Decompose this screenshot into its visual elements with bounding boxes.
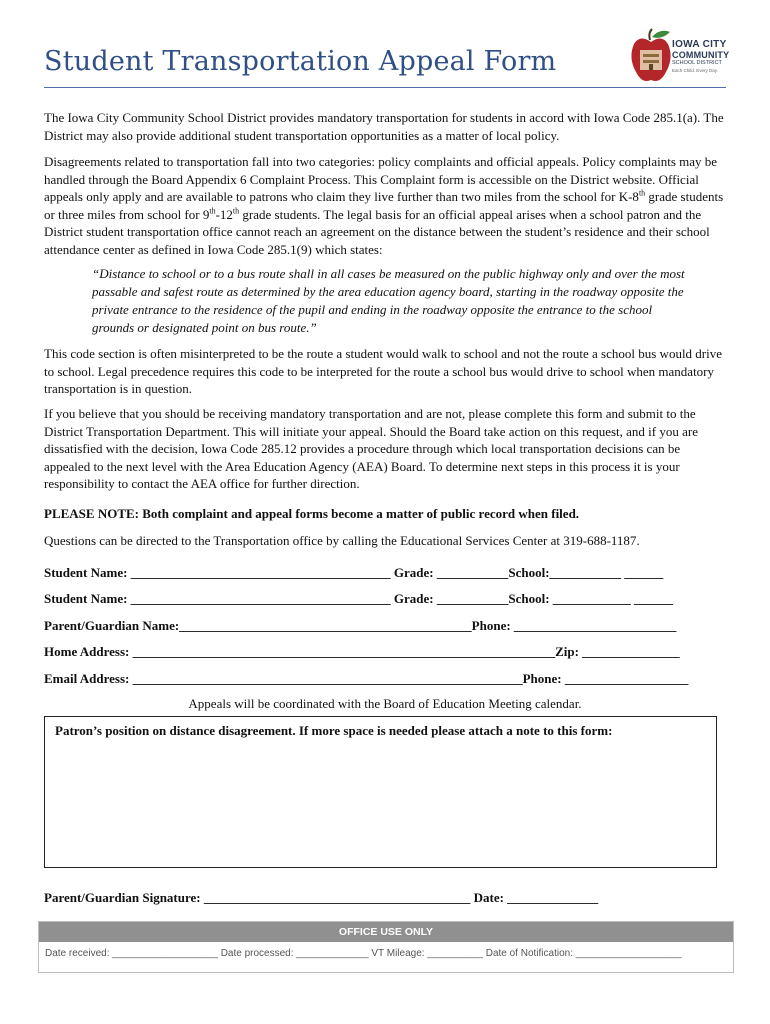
page-title: Student Transportation Appeal Form xyxy=(44,46,557,77)
position-textarea[interactable] xyxy=(44,716,717,868)
contact-info: Questions can be directed to the Transportation office by calling the Educational Services Center at 319-688-1187. xyxy=(44,533,640,548)
categories-text-a: Disagreements related to transportation fall into two categories: policy complaints and official appeals. Policy complaints may be handled through the Board Appendix 6 Complaint Process. This Complaint form is accessible on the District website. Official appeals only apply and are available to patrons who claim they live further than two miles from the school for K-8 xyxy=(44,154,718,205)
title-divider xyxy=(44,87,726,88)
email-address-field[interactable]: Email Address: ____________________________________________________________Phone: ___________________ xyxy=(44,671,689,686)
student-name-field-1[interactable]: Student Name: ________________________________________ Grade: ___________School:___________ ______ xyxy=(44,565,664,580)
categories-text-d: grade students. The legal basis for an official appeal arises when a school patron and the District student transportation office cannot reach an agreement on the distance between the student’s residence and their school attendance center as defined in Iowa Code 285.1(9) which states: xyxy=(44,206,710,257)
student-name-field-2[interactable]: Student Name: ________________________________________ Grade: ___________School: ____________ ______ xyxy=(44,591,674,606)
office-use-heading: OFFICE USE ONLY xyxy=(39,922,733,942)
superscript-th-2: th xyxy=(209,206,216,216)
signature-field[interactable]: Parent/Guardian Signature: _________________________________________ Date: ______________ xyxy=(44,890,599,905)
appeals-calendar-note: Appeals will be coordinated with the Board of Education Meeting calendar. xyxy=(188,696,582,711)
superscript-th-1: th xyxy=(638,188,646,198)
intro-paragraph: The Iowa City Community School District provides mandatory transportation for students in accord with Iowa Code 285.1(a). The District may also provide additional student transportation opportunities as a matter of local policy. xyxy=(44,110,724,143)
position-label: Patron’s position on distance disagreement. If more space is needed please attach a note to this form: xyxy=(55,723,613,738)
logo-line-2: COMMUNITY xyxy=(672,50,730,60)
parent-guardian-field[interactable]: Parent/Guardian Name:_____________________________________________Phone: _________________________ xyxy=(44,618,677,633)
logo-line-1: IOWA CITY xyxy=(672,39,727,50)
logo-line-3: SCHOOL DISTRICT xyxy=(672,60,722,66)
home-address-field[interactable]: Home Address: _________________________________________________________________Zip: _______________ xyxy=(44,644,680,659)
logo-tagline: Each Child. Every Day. xyxy=(672,67,718,73)
categories-text-c: -12 xyxy=(215,206,233,222)
district-logo xyxy=(630,28,730,90)
public-record-note: PLEASE NOTE: Both complaint and appeal forms become a matter of public record when filed. xyxy=(44,506,580,521)
apple-icon xyxy=(630,28,674,86)
office-use-section xyxy=(38,921,734,973)
superscript-th-3: th xyxy=(232,206,240,216)
categories-text-b: grade students or three miles from school for 9 xyxy=(44,189,724,222)
iowa-code-quote: “Distance to school or to a bus route shall in all cases be measured on the public highway only and over the most passable and safest route as determined by the area education agency board, starting in the roadway opposite the private entrance to the residence of the pupil and ending in the roadway opposite the entrance to the school grounds or designated point on bus route.” xyxy=(92,266,685,335)
instructions-paragraph: If you believe that you should be receiving mandatory transportation and are not, please complete this form and submit to the District Transportation Department. This will initiate your appeal. Should the Board take action on this request, and if you are dissatisfied with the decision, Iowa Code 285.12 provides a procedure through which local transportation decisions can be appealed to the next level with the Area Education Agency (AEA) Board. To determine next steps in this process it is your responsibility to contact the AEA office for further direction. xyxy=(44,406,698,492)
categories-paragraph xyxy=(44,153,728,259)
office-use-fields: Date received: ___________________ Date processed: _____________ VT Mileage: __________ Date of Notification: ___________________ xyxy=(45,948,682,959)
misinterpretation-paragraph: This code section is often misinterpreted to be the route a student would walk to school and not the route a school bus would drive to school. Legal precedence requires this code to be interpreted for the route a school bus would drive to school when mandatory transportation is in question. xyxy=(44,346,723,397)
